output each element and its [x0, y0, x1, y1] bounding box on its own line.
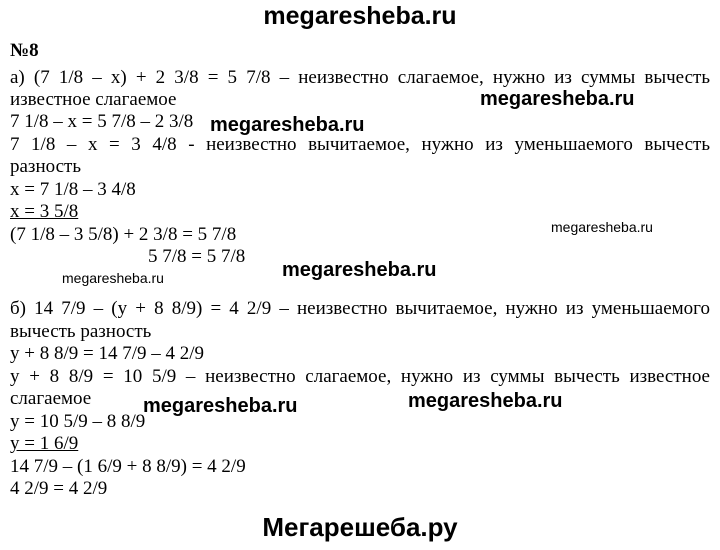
part-a-line-2: известное слагаемое	[10, 89, 177, 110]
watermark-top: megaresheba.ru	[263, 2, 457, 30]
part-b-answer: y = 1 6/9	[10, 433, 79, 454]
part-a-check-2: 5 7/8 = 5 7/8	[148, 246, 246, 267]
watermark-inline: megaresheba.ru	[480, 88, 635, 110]
task-number: №8	[10, 40, 39, 61]
part-a-line-1: а) (7 1/8 – x) + 2 3/8 = 5 7/8 – неизвестно слагаемое, нужно из суммы вычесть	[10, 67, 710, 88]
part-b-line-3: y + 8 8/9 = 14 7/9 – 4 2/9	[10, 343, 205, 364]
part-a-answer: x = 3 5/8	[10, 201, 79, 222]
part-b-line-6: y = 10 5/9 – 8 8/9	[10, 411, 146, 432]
part-a-line-5: разность	[10, 156, 81, 177]
part-b-check-1: 14 7/9 – (1 6/9 + 8 8/9) = 4 2/9	[10, 456, 246, 477]
part-b-line-5: слагаемое	[10, 388, 92, 409]
part-a-line-6: x = 7 1/8 – 3 4/8	[10, 179, 136, 200]
watermark-bottom: Мегарешеба.ру	[262, 512, 458, 542]
watermark-inline: megaresheba.ru	[282, 259, 437, 281]
watermark-inline: megaresheba.ru	[143, 395, 298, 417]
part-a-check-1: (7 1/8 – 3 5/8) + 2 3/8 = 5 7/8	[10, 224, 237, 245]
part-a-line-4: 7 1/8 – x = 3 4/8 - неизвестно вычитаемое, нужно из уменьшаемого вычесть	[10, 134, 710, 155]
watermark-inline: megaresheba.ru	[62, 270, 164, 286]
watermark-inline: megaresheba.ru	[210, 114, 365, 136]
watermark-inline: megaresheba.ru	[408, 390, 563, 412]
watermark-inline: megaresheba.ru	[551, 219, 653, 235]
part-b-line-2: вычесть разность	[10, 321, 152, 342]
part-a-line-3: 7 1/8 – x = 5 7/8 – 2 3/8	[10, 111, 194, 132]
part-b-line-1: б) 14 7/9 – (y + 8 8/9) = 4 2/9 – неизвестно вычитаемое, нужно из уменьшаемого	[10, 298, 710, 319]
part-b-line-4: y + 8 8/9 = 10 5/9 – неизвестно слагаемое, нужно из суммы вычесть известное	[10, 366, 710, 387]
part-b-check-2: 4 2/9 = 4 2/9	[10, 478, 108, 499]
